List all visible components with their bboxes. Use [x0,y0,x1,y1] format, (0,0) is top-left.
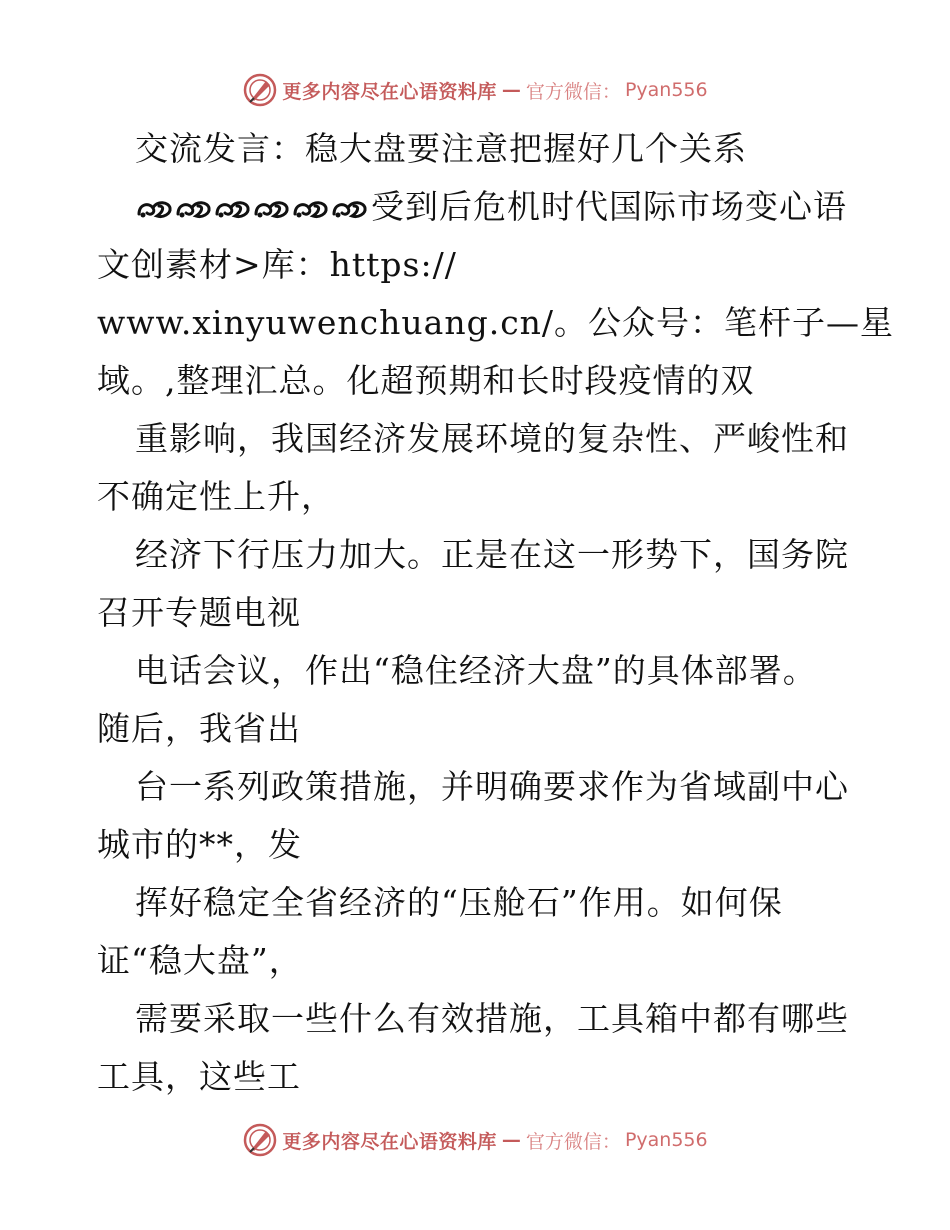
ornament-icon [252,196,291,222]
paragraph-line: 工具，这些工 [97,1057,301,1096]
header-promo-text: 更多内容尽在心语资料库 [282,80,497,103]
header-wechat-id: Pyan556 [624,79,708,101]
ornament-row [135,196,369,222]
paragraph-line: www.xinyuwenchuang.cn/。公众号：笔杆子—星 [97,303,895,342]
pen-nib-logo-icon [242,72,278,108]
ornament-icon [213,196,252,222]
paragraph-line: 电话会议，作出“稳住经济大盘”的具体部署。 [135,651,817,690]
page-header [0,70,950,110]
footer-separator: — [501,1129,521,1151]
paragraph-line: 需要采取一些什么有效措施，工具箱中都有哪些 [135,999,849,1038]
paragraph-line: 经济下行压力加大。正是在这一形势下，国务院 [135,535,849,574]
document-body [97,120,895,1106]
paragraph-text: 受到后危机时代国际市场变心语 [371,187,847,226]
footer-wechat-id: Pyan556 [624,1129,708,1151]
document-title: 交流发言：稳大盘要注意把握好几个关系 [135,129,747,168]
paragraph-line: 证“稳大盘”， [97,941,303,980]
paragraph-line: 挥好稳定全省经济的“压舱石”作用。如何保 [135,883,783,922]
pen-nib-logo-icon [242,1122,278,1158]
ornament-icon [174,196,213,222]
paragraph-line: 随后，我省出 [97,709,301,748]
header-banner [242,72,707,108]
paragraph-line: 城市的**，发 [97,825,302,864]
paragraph-line: 召开专题电视 [97,593,301,632]
footer-wechat-label: 官方微信： [525,1130,621,1153]
header-separator: — [501,79,521,101]
footer-promo-text: 更多内容尽在心语资料库 [282,1130,497,1153]
paragraph-line: 文创素材>库：https:// [97,245,457,284]
ornament-icon [330,196,369,222]
ornament-icon [135,196,174,222]
page-footer [0,1120,950,1160]
header-wechat-label: 官方微信： [525,80,621,103]
ornament-icon [291,196,330,222]
paragraph-line: 台一系列政策措施，并明确要求作为省域副中心 [135,767,849,806]
footer-banner [242,1122,707,1158]
paragraph-line: 域。,整理汇总。化超预期和长时段疫情的双 [97,361,755,400]
paragraph-line: 不确定性上升， [97,477,335,516]
paragraph-line [97,178,857,236]
paragraph-line: 重影响，我国经济发展环境的复杂性、严峻性和 [135,419,849,458]
